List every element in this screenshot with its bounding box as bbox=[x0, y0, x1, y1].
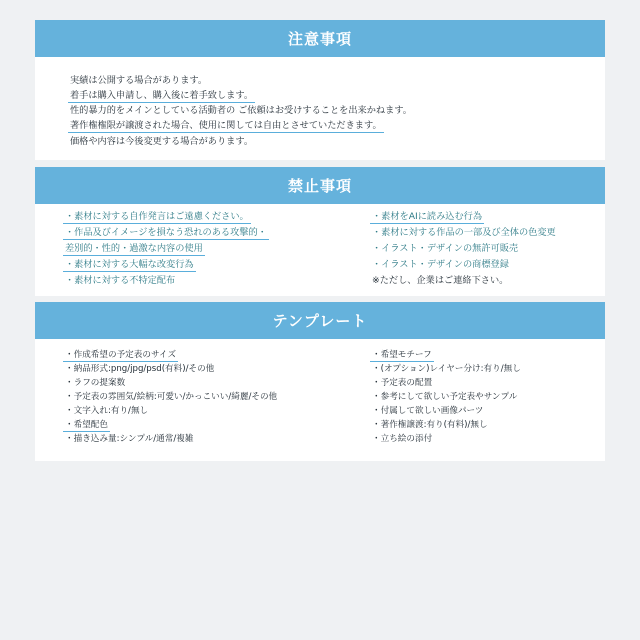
template-right-item: ・立ち絵の添付 bbox=[372, 434, 433, 444]
notice-item: 実績は公開する場合があります。 bbox=[70, 75, 208, 86]
prohibited-left-item: ・素材に対する自作発言はご遠慮ください。 bbox=[65, 211, 249, 222]
template-left-item: ・作成希望の予定表のサイズ bbox=[65, 350, 177, 360]
prohibited-note: ※ただし、企業はご連絡下さい。 bbox=[372, 275, 509, 286]
template-left-item: ・納品形式:png/jpg/psd(有料)/その他 bbox=[65, 364, 215, 374]
notice-item: 著作権権限が譲渡された場合、使用に関しては自由とさせていただきます。 bbox=[70, 120, 382, 131]
prohibited-body bbox=[35, 204, 605, 296]
template-left-item: ・希望配色 bbox=[65, 420, 108, 430]
template-right-item: ・参考にして欲しい予定表やサンプル bbox=[372, 392, 518, 402]
notice-item: 価格や内容は今後変更する場合があります。 bbox=[70, 136, 254, 147]
notice-section bbox=[35, 20, 605, 160]
template-right-item: ・付属して欲しい画像パーツ bbox=[372, 406, 484, 416]
prohibited-left-item: ・素材に対する不特定配布 bbox=[65, 275, 176, 286]
template-left-item: ・ラフの提案数 bbox=[65, 378, 126, 388]
template-left-item: ・文字入れ:有り/無し bbox=[65, 406, 149, 416]
prohibited-header: 禁止事項 bbox=[35, 167, 605, 204]
prohibited-right-item: ・素材をAIに読み込む行為 bbox=[372, 211, 483, 222]
template-left-item: ・描き込み量:シンプル/通常/複雑 bbox=[65, 434, 194, 444]
prohibited-left-item: ・作品及びイメージを損なう恐れのある攻撃的・ bbox=[65, 227, 267, 238]
prohibited-right-item: ・イラスト・デザインの無許可販売 bbox=[372, 243, 519, 254]
prohibited-right-item: ・素材に対する作品の一部及び全体の色変更 bbox=[372, 227, 556, 238]
notice-item: 性的暴力的をメインとしている活動者の ご依頼はお受けすることを出来かねます。 bbox=[70, 105, 412, 116]
prohibited-right-item: ・イラスト・デザインの商標登録 bbox=[372, 259, 509, 270]
template-right-item: ・(オプション)レイヤー分け:有り/無し bbox=[372, 364, 521, 374]
template-body bbox=[35, 339, 605, 461]
prohibited-left-item: ・素材に対する大幅な改変行為 bbox=[65, 259, 194, 270]
template-left-item: ・予定表の雰囲気/絵柄:可愛い/かっこいい/綺麗/その他 bbox=[65, 392, 278, 402]
notice-header: 注意事項 bbox=[35, 20, 605, 57]
template-section bbox=[35, 302, 605, 461]
template-right-item: ・著作権譲渡:有り(有料)/無し bbox=[372, 420, 488, 430]
template-right-item: ・希望モチーフ bbox=[372, 350, 432, 360]
notice-body bbox=[35, 57, 605, 160]
prohibited-left-item: 差別的・性的・過激な内容の使用 bbox=[65, 243, 203, 254]
template-header: テンプレート bbox=[35, 302, 605, 339]
prohibited-section bbox=[35, 167, 605, 296]
template-right-item: ・予定表の配置 bbox=[372, 378, 433, 388]
notice-item: 着手は購入申請し、購入後に着手致します。 bbox=[70, 90, 254, 101]
